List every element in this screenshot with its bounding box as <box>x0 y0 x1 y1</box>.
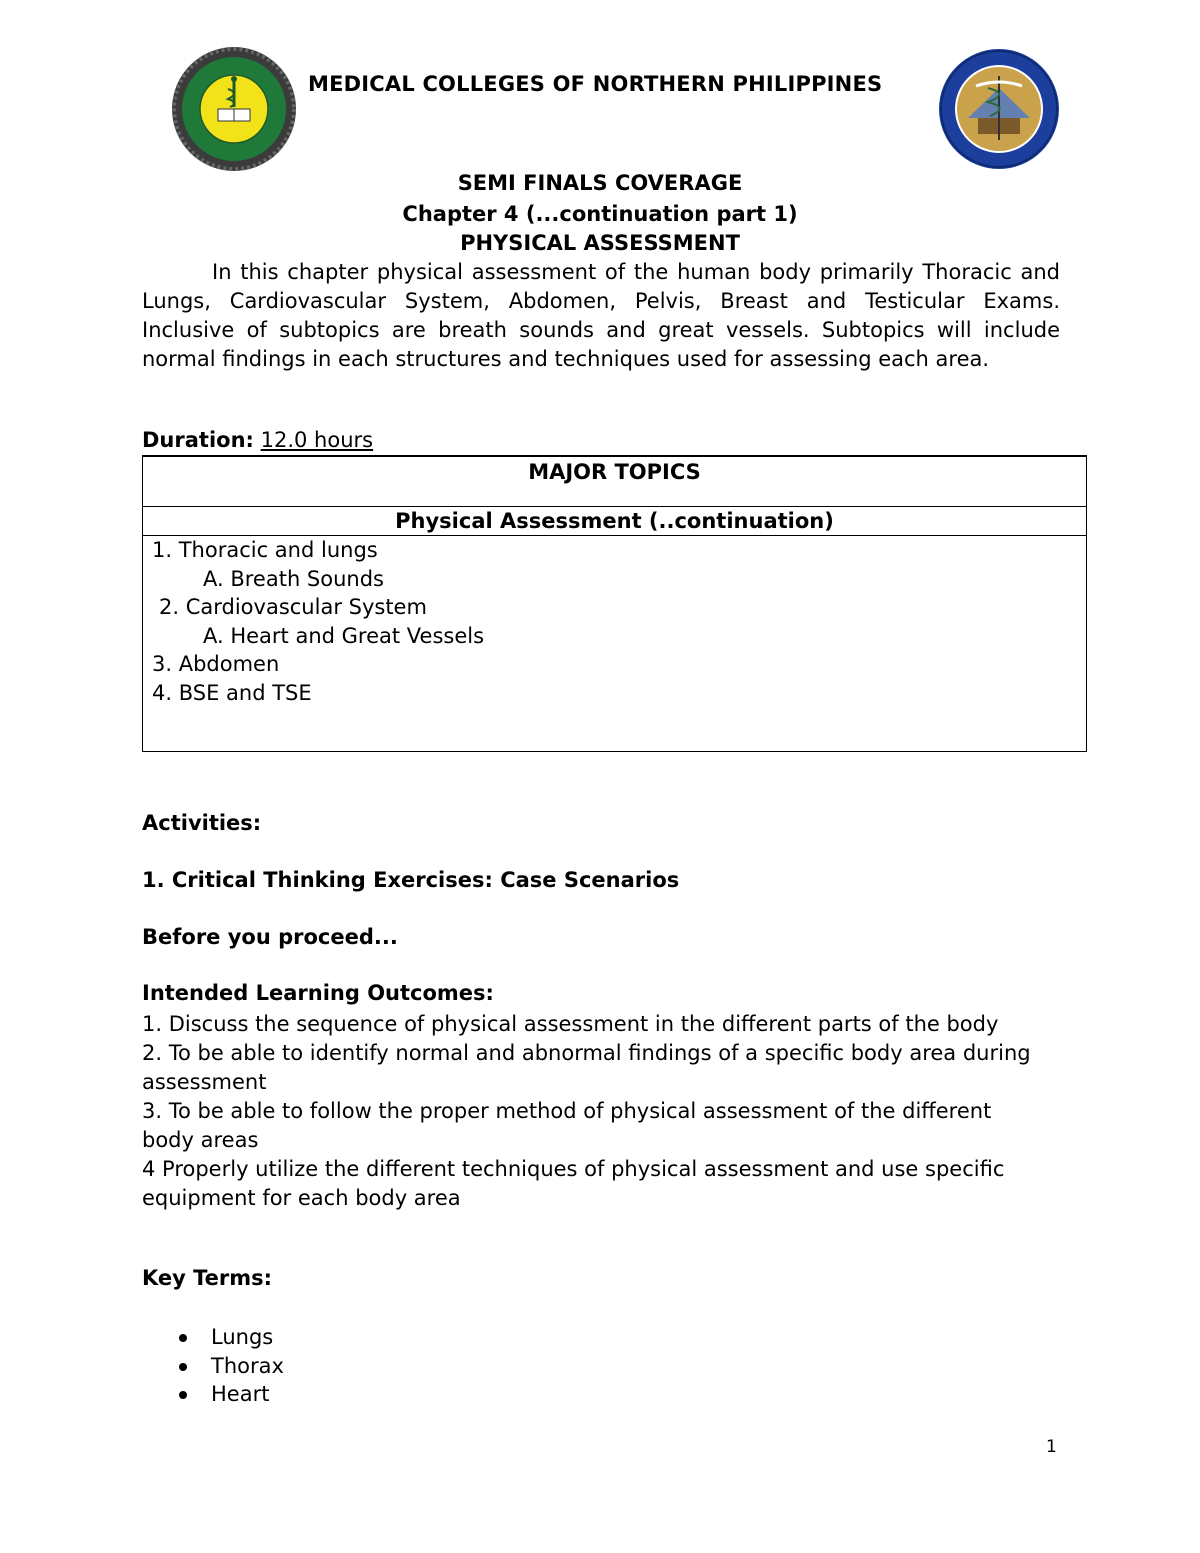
duration-value: 12.0 hours <box>260 428 374 452</box>
list-item: 2. Cardiovascular System <box>159 595 427 619</box>
chapter-title: Chapter 4 (...continuation part 1) <box>402 202 798 226</box>
topic-title: PHYSICAL ASSESSMENT <box>460 231 740 255</box>
before-proceed-heading: Before you proceed... <box>142 925 398 949</box>
list-item: 2. To be able to identify normal and abnormal findings of a specific body area during assessment <box>142 1041 1031 1094</box>
list-item: 4. BSE and TSE <box>152 680 312 705</box>
list-item: Thorax <box>176 1352 284 1381</box>
table-header: MAJOR TOPICS <box>143 456 1087 507</box>
activity-item: 1. Critical Thinking Exercises: Case Scenarios <box>142 868 680 892</box>
list-item: 4 Properly utilize the different techniques of physical assessment and use specific equipment for each body area <box>142 1157 1005 1210</box>
bullet-icon <box>179 1391 187 1399</box>
duration <box>142 428 373 452</box>
table-subheader: Physical Assessment (..continuation) <box>143 507 1087 536</box>
key-terms-list <box>176 1323 284 1409</box>
activities-heading: Activities: <box>142 811 262 835</box>
list-item: 1. Discuss the sequence of physical assessment in the different parts of the body <box>142 1012 999 1036</box>
intro-paragraph: In this chapter physical assessment of the human body primarily Thoracic and Lungs, Cardiovascular System, Abdomen, Pelvis, Breast and Testicular Exams. Inclusive of subtopics are breath sounds and great vessels. Subtopics will include normal findings in each structures and techniques used for assessing each area. <box>142 260 1060 371</box>
page-number: 1 <box>1046 1437 1057 1457</box>
ilo-heading: Intended Learning Outcomes: <box>142 981 494 1005</box>
list-item: Heart <box>176 1380 284 1409</box>
list-item: 1. Thoracic and lungs <box>152 538 378 562</box>
list-item: Lungs <box>176 1323 284 1352</box>
list-item: 3. Abdomen <box>152 652 280 676</box>
college-of-nursing-seal-icon <box>938 48 1060 170</box>
topics-list <box>143 536 1087 752</box>
bullet-icon <box>179 1334 187 1342</box>
institution-name: MEDICAL COLLEGES OF NORTHERN PHILIPPINES <box>308 72 883 96</box>
coverage-title: SEMI FINALS COVERAGE <box>457 171 743 195</box>
list-item: A. Heart and Great Vessels <box>203 623 485 648</box>
bullet-icon <box>179 1363 187 1371</box>
duration-label: Duration: <box>142 428 254 452</box>
list-item: 3. To be able to follow the proper method of physical assessment of the different body areas <box>142 1099 992 1152</box>
mcnp-seal-icon <box>170 45 298 173</box>
list-item: A. Breath Sounds <box>203 566 385 591</box>
major-topics-table <box>142 455 1087 752</box>
ilo-list <box>142 1010 1042 1213</box>
key-terms-heading: Key Terms: <box>142 1266 273 1290</box>
